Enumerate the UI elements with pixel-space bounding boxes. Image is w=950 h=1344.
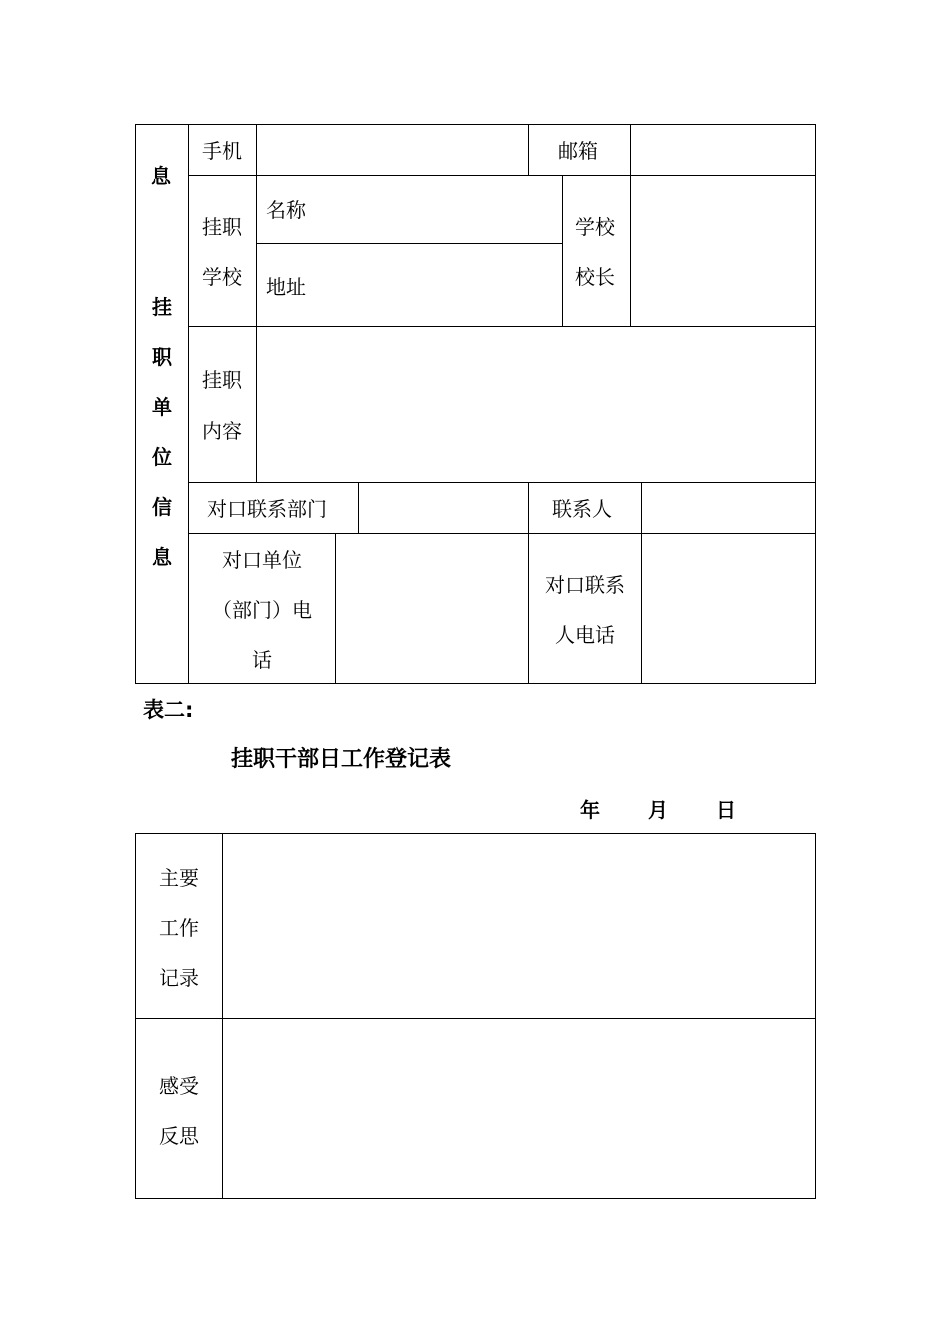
school-address-label: 地址 bbox=[266, 275, 306, 299]
unit-phone-label-1: 对口单位 bbox=[222, 548, 302, 572]
table-border bbox=[815, 833, 816, 1199]
reflection-field[interactable] bbox=[223, 1019, 815, 1198]
dept-label: 对口联系部门 bbox=[207, 497, 327, 521]
contact-phone-label-2: 人电话 bbox=[555, 623, 615, 647]
school-label-1: 挂职 bbox=[202, 215, 242, 239]
phone-field[interactable] bbox=[257, 125, 527, 175]
side-label-top: 息 bbox=[151, 164, 171, 188]
contact-phone-label-1: 对口联系 bbox=[545, 573, 625, 597]
table-border bbox=[256, 175, 257, 327]
work-label-3: 记录 bbox=[159, 966, 199, 990]
phone-label: 手机 bbox=[202, 139, 242, 163]
table-border bbox=[135, 1198, 816, 1199]
side-label-vertical: 挂 职 单 位 信 息 bbox=[152, 295, 172, 569]
dept-field[interactable] bbox=[359, 483, 528, 533]
reflection-label-1: 感受 bbox=[159, 1074, 199, 1098]
reflection-label-2: 反思 bbox=[159, 1124, 199, 1148]
contact-label: 联系人 bbox=[552, 497, 612, 521]
contact-phone-field[interactable] bbox=[642, 534, 815, 683]
principal-field[interactable] bbox=[631, 176, 815, 326]
work-label-2: 工作 bbox=[159, 916, 199, 940]
unit-phone-label-3: 话 bbox=[252, 648, 272, 672]
content-field[interactable] bbox=[257, 327, 815, 482]
table2-caption: 表二: bbox=[143, 698, 194, 722]
work-record-field[interactable] bbox=[223, 834, 815, 1018]
work-label-1: 主要 bbox=[159, 866, 199, 890]
unit-phone-label-2: （部门）电 bbox=[212, 598, 312, 622]
table-border bbox=[256, 243, 562, 244]
unit-phone-field[interactable] bbox=[336, 534, 528, 683]
date-month: 月 bbox=[648, 798, 668, 822]
principal-label-2: 校长 bbox=[575, 265, 615, 289]
date-day: 日 bbox=[716, 798, 736, 822]
content-label-2: 内容 bbox=[202, 419, 242, 443]
table-border bbox=[135, 124, 136, 684]
table-border bbox=[135, 683, 816, 684]
table-border bbox=[815, 124, 816, 684]
contact-field[interactable] bbox=[642, 483, 815, 533]
principal-label-1: 学校 bbox=[575, 215, 615, 239]
table2-title: 挂职干部日工作登记表 bbox=[231, 747, 452, 772]
school-label-2: 学校 bbox=[202, 265, 242, 289]
table-border bbox=[562, 175, 563, 327]
date-year: 年 bbox=[580, 798, 600, 822]
email-field[interactable] bbox=[631, 125, 815, 175]
content-label-1: 挂职 bbox=[202, 368, 242, 392]
table-border bbox=[528, 124, 529, 176]
school-name-label: 名称 bbox=[266, 198, 306, 222]
email-label: 邮箱 bbox=[558, 139, 598, 163]
